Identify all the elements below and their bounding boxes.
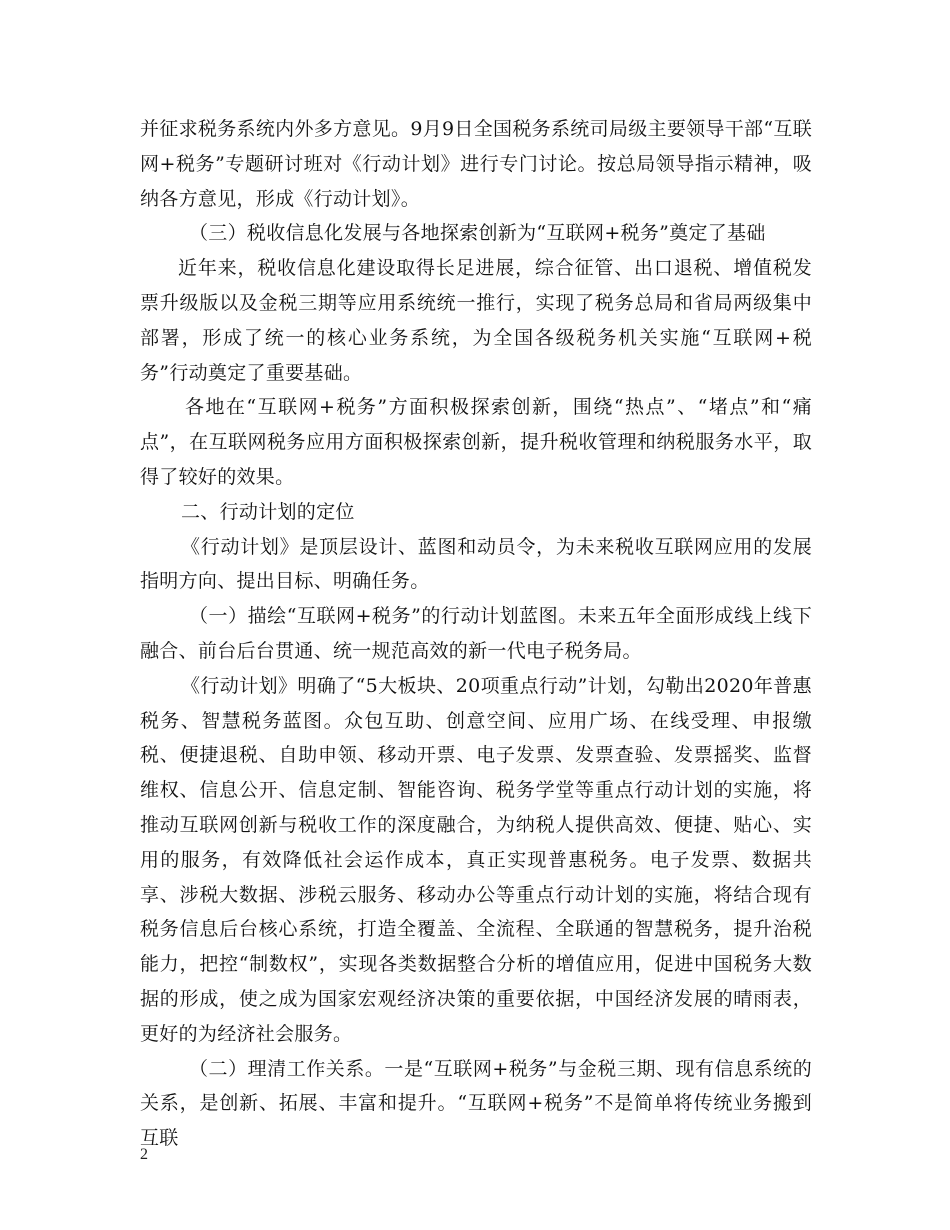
paragraph-continuation: 并征求税务系统内外多方意见。9月9日全国税务系统司局级主要领导干部“互联网+税务”专题研讨班对《行动计划》进行专门讨论。按总局领导指示精神，吸纳各方意见，形成《行动计划》。 xyxy=(140,118,812,210)
section-heading-2-relations: （二）理清工作关系。一是“互联网+税务”与金税三期、现有信息系统的关系，是创新、拓展、丰富和提升。“互联网+税务”不是简单将传统业务搬到互联 xyxy=(140,1057,812,1150)
page-number: 2 xyxy=(140,1146,148,1163)
chapter-heading-2: 二、行动计划的定位 xyxy=(181,500,355,523)
document-page xyxy=(140,112,812,1156)
paragraph-positioning: 《行动计划》是顶层设计、蓝图和动员令，为未来税收互联网应用的发展指明方向、提出目标、明确任务。 xyxy=(140,535,812,593)
paragraph-informatization: 近年来，税收信息化建设取得长足进展，综合征管、出口退税、增值税发票升级版以及金税三期等应用系统统一推行，实现了税务总局和省局两级集中部署，形成了统一的核心业务系统，为全国各级税务机关实施“互联网+税务”行动奠定了重要基础。 xyxy=(140,257,812,384)
paragraph-action-plan-detail: 《行动计划》明确了“5大板块、20项重点行动”计划，勾勒出2020年普惠税务、智慧税务蓝图。众包互助、创意空间、应用广场、在线受理、申报缴税、便捷退税、自助申领、移动开票、电子发票、发票查验、发票摇奖、监督维权、信息公开、信息定制、智能咨询、税务学堂等重点行动计划的实施，将推动互联网创新与税收工作的深度融合，为纳税人提供高效、便捷、贴心、实用的服务，有效降低社会运作成本，真正实现普惠税务。电子发票、数据共享、涉税大数据、涉税云服务、移动办公等重点行动计划的实施，将结合现有税务信息后台核心系统，打造全覆盖、全流程、全联通的智慧税务，提升治税能力，把控“制数权”，实现各类数据整合分析的增值应用，促进中国税务大数据的形成，使之成为国家宏观经济决策的重要依据，中国经济发展的晴雨表，更好的为经济社会服务。 xyxy=(140,674,812,1045)
section-heading-3: （三）税收信息化发展与各地探索创新为“互联网+税务”奠定了基础 xyxy=(189,222,766,245)
paragraph-local-innovation: 各地在“互联网+税务”方面积极探索创新，围绕“热点”、“堵点”和“痛点”，在互联网税务应用方面积极探索创新，提升税收管理和纳税服务水平，取得了较好的效果。 xyxy=(140,396,812,488)
section-heading-1-blueprint: （一）描绘“互联网+税务”的行动计划蓝图。未来五年全面形成线上线下融合、前台后台贯通、统一规范高效的新一代电子税务局。 xyxy=(140,605,812,662)
